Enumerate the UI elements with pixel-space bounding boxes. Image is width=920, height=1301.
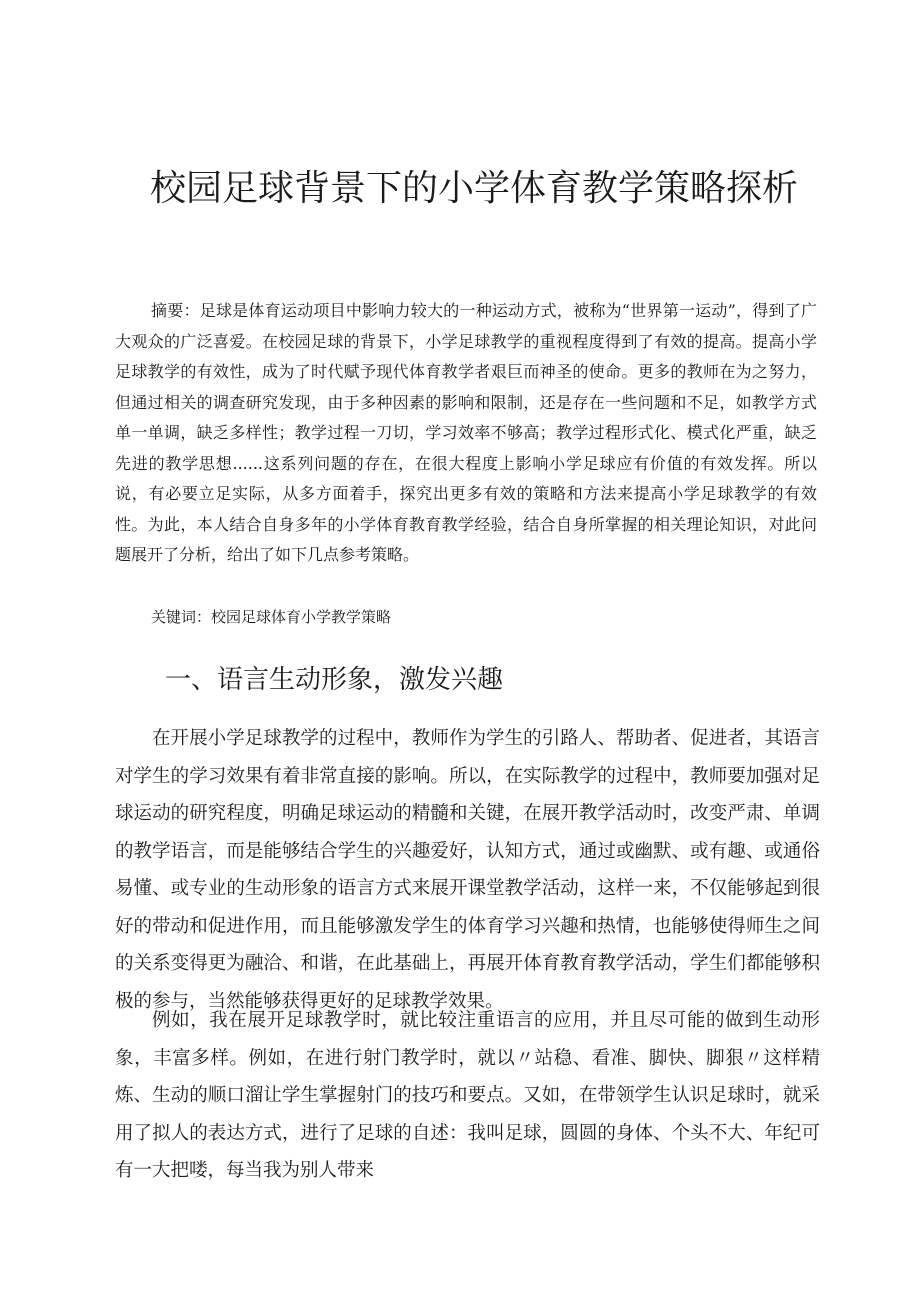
keywords-line: 关键词：校园足球体育小学教学策略 bbox=[151, 608, 392, 626]
document-title: 校园足球背景下的小学体育教学策略探析 bbox=[150, 168, 799, 209]
section-heading: 一、语言生动形象，激发兴趣 bbox=[165, 665, 504, 695]
body-paragraph: 在开展小学足球教学的过程中，教师作为学生的引路人、帮助者、促进者，其语言对学生的学习效果有着非常直接的影响。所以，在实际教学的过程中，教师要加强对足球运动的研究程度，明确足球运动的精髓和关键，在展开教学活动时，改变严肃、单调的教学语言，而是能够结合学生的兴趣爱好，认知方式，通过或幽默、或有趣、或通俗易懂、或专业的生动形象的语言方式来展开课堂教学活动，这样一来，不仅能够起到很好的带动和促进作用，而且能够激发学生的体育学习兴趣和热情，也能够使得师生之间的关系变得更为融洽、和谐，在此基础上，再展开体育教育教学活动，学生们都能够积极的参与，当然能够获得更好的足球教学效果。 bbox=[115, 728, 820, 1012]
body-paragraph: 例如，我在展开足球教学时，就比较注重语言的应用，并且尽可能的做到生动形象，丰富多样。例如，在进行射门教学时，就以〃站稳、看准、脚快、脚狠〃这样精炼、生动的顺口溜让学生掌握射门的技巧和要点。又如，在带领学生认识足球时，就采用了拟人的表达方式，进行了足球的自述：我叫足球，圆圆的身体、个头不大、年纪可有一大把喽，每当我为别人带来 bbox=[115, 1010, 820, 1181]
abstract-paragraph: 摘要：足球是体育运动项目中影响力较大的一种运动方式，被称为“世界第一运动”，得到了广大观众的广泛喜爱。在校园足球的背景下，小学足球教学的重视程度得到了有效的提高。提高小学足球教学的有效性，成为了时代赋予现代体育教学者艰巨而神圣的使命。更多的教师在为之努力，但通过相关的调查研究发现，由于多种因素的影响和限制，还是存在一些问题和不足，如教学方式单一单调，缺乏多样性；教学过程一刀切，学习效率不够高；教学过程形式化、模式化严重，缺乏先进的教学思想......这系列问题的存在，在很大程度上影响小学足球应有价值的有效发挥。所以说，有必要立足实际，从多方面着手，探究出更多有效的策略和方法来提高小学足球教学的有效性。为此，本人结合自身多年的小学体育教育教学经验，结合自身所掌握的相关理论知识，对此问题展开了分析，给出了如下几点参考策略。 bbox=[115, 301, 817, 564]
